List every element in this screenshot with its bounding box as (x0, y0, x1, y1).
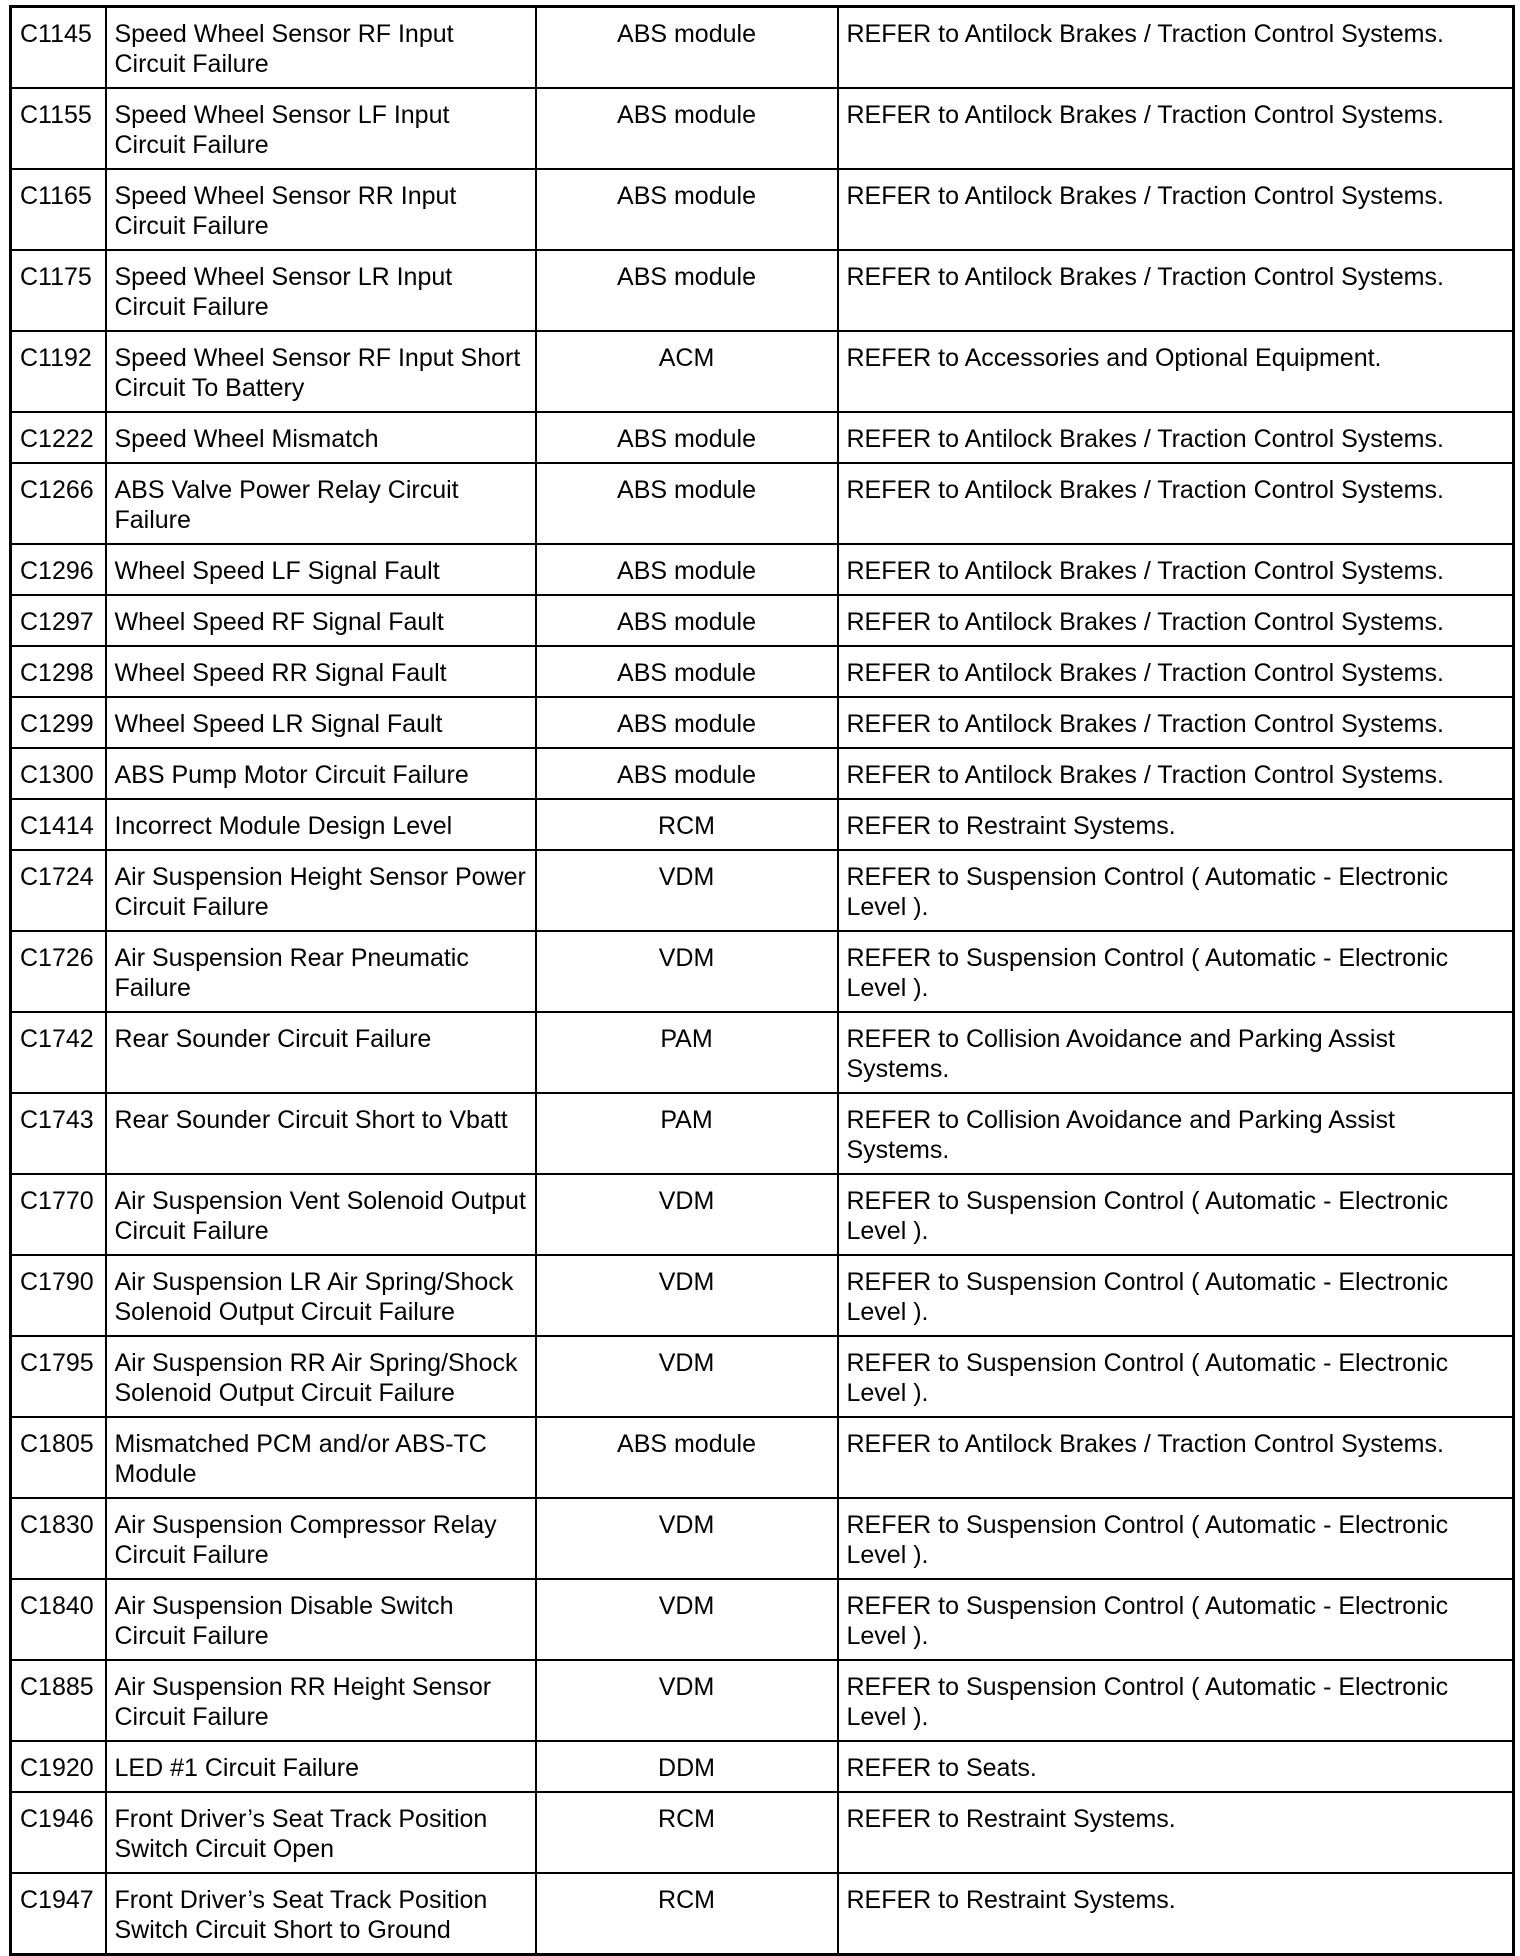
dtc-action: REFER to Suspension Control ( Automatic - Electronic Level ). (838, 1174, 1514, 1255)
dtc-action: REFER to Restraint Systems. (838, 1792, 1514, 1873)
dtc-description: Speed Wheel Sensor RF Input Short Circuit To Battery (106, 331, 536, 412)
dtc-code: C1297 (11, 595, 106, 646)
dtc-module: ABS module (536, 88, 838, 169)
dtc-module: DDM (536, 1741, 838, 1792)
dtc-action: REFER to Antilock Brakes / Traction Control Systems. (838, 1417, 1514, 1498)
dtc-action: REFER to Suspension Control ( Automatic - Electronic Level ). (838, 931, 1514, 1012)
dtc-code: C1946 (11, 1792, 106, 1873)
dtc-code: C1165 (11, 169, 106, 250)
dtc-module: RCM (536, 1792, 838, 1873)
dtc-action: REFER to Antilock Brakes / Traction Control Systems. (838, 7, 1514, 89)
dtc-action: REFER to Antilock Brakes / Traction Control Systems. (838, 463, 1514, 544)
dtc-action: REFER to Seats. (838, 1741, 1514, 1792)
dtc-code: C1790 (11, 1255, 106, 1336)
table-row (11, 88, 1514, 169)
dtc-code: C1222 (11, 412, 106, 463)
table-row (11, 799, 1514, 850)
dtc-description: Front Driver’s Seat Track Position Switch Circuit Short to Ground (106, 1873, 536, 1955)
dtc-action: REFER to Suspension Control ( Automatic - Electronic Level ). (838, 1660, 1514, 1741)
dtc-description: Speed Wheel Sensor LR Input Circuit Failure (106, 250, 536, 331)
dtc-module: VDM (536, 931, 838, 1012)
table-row (11, 544, 1514, 595)
dtc-action: REFER to Collision Avoidance and Parking Assist Systems. (838, 1093, 1514, 1174)
dtc-code: C1724 (11, 850, 106, 931)
table-row (11, 1660, 1514, 1741)
dtc-description: LED #1 Circuit Failure (106, 1741, 536, 1792)
dtc-module: PAM (536, 1012, 838, 1093)
dtc-description: Air Suspension Compressor Relay Circuit Failure (106, 1498, 536, 1579)
table-row (11, 1012, 1514, 1093)
table-row (11, 463, 1514, 544)
dtc-action: REFER to Restraint Systems. (838, 799, 1514, 850)
dtc-module: ABS module (536, 250, 838, 331)
dtc-description: Wheel Speed RF Signal Fault (106, 595, 536, 646)
dtc-description: Air Suspension LR Air Spring/Shock Solenoid Output Circuit Failure (106, 1255, 536, 1336)
dtc-code: C1743 (11, 1093, 106, 1174)
dtc-code: C1155 (11, 88, 106, 169)
table-row (11, 931, 1514, 1012)
dtc-module: VDM (536, 1255, 838, 1336)
dtc-code: C1840 (11, 1579, 106, 1660)
dtc-description: Air Suspension Height Sensor Power Circuit Failure (106, 850, 536, 931)
dtc-module: ABS module (536, 646, 838, 697)
dtc-action: REFER to Antilock Brakes / Traction Control Systems. (838, 697, 1514, 748)
dtc-action: REFER to Antilock Brakes / Traction Control Systems. (838, 595, 1514, 646)
table-row (11, 1792, 1514, 1873)
dtc-module: ABS module (536, 1417, 838, 1498)
dtc-action: REFER to Collision Avoidance and Parking Assist Systems. (838, 1012, 1514, 1093)
dtc-description: Air Suspension Rear Pneumatic Failure (106, 931, 536, 1012)
dtc-description: Air Suspension Vent Solenoid Output Circuit Failure (106, 1174, 536, 1255)
dtc-module: VDM (536, 1498, 838, 1579)
dtc-description: Air Suspension RR Height Sensor Circuit Failure (106, 1660, 536, 1741)
dtc-module: VDM (536, 1579, 838, 1660)
dtc-description: Air Suspension Disable Switch Circuit Failure (106, 1579, 536, 1660)
table-row (11, 1579, 1514, 1660)
dtc-description: ABS Valve Power Relay Circuit Failure (106, 463, 536, 544)
dtc-module: VDM (536, 1660, 838, 1741)
dtc-module: PAM (536, 1093, 838, 1174)
dtc-description: Speed Wheel Mismatch (106, 412, 536, 463)
dtc-code: C1414 (11, 799, 106, 850)
dtc-action: REFER to Suspension Control ( Automatic - Electronic Level ). (838, 1336, 1514, 1417)
dtc-description: Speed Wheel Sensor LF Input Circuit Failure (106, 88, 536, 169)
dtc-code: C1770 (11, 1174, 106, 1255)
dtc-action: REFER to Suspension Control ( Automatic - Electronic Level ). (838, 1579, 1514, 1660)
table-row (11, 7, 1514, 89)
dtc-module: RCM (536, 799, 838, 850)
dtc-code: C1726 (11, 931, 106, 1012)
table-row (11, 1093, 1514, 1174)
dtc-action: REFER to Antilock Brakes / Traction Control Systems. (838, 412, 1514, 463)
table-row (11, 1336, 1514, 1417)
table-row (11, 1741, 1514, 1792)
dtc-action: REFER to Suspension Control ( Automatic - Electronic Level ). (838, 1255, 1514, 1336)
dtc-code: C1795 (11, 1336, 106, 1417)
table-row (11, 1174, 1514, 1255)
dtc-code: C1266 (11, 463, 106, 544)
dtc-code: C1298 (11, 646, 106, 697)
table-row (11, 250, 1514, 331)
dtc-table (9, 5, 1515, 1956)
dtc-description: Rear Sounder Circuit Failure (106, 1012, 536, 1093)
dtc-action: REFER to Antilock Brakes / Traction Control Systems. (838, 646, 1514, 697)
table-row (11, 697, 1514, 748)
dtc-action: REFER to Antilock Brakes / Traction Control Systems. (838, 169, 1514, 250)
dtc-module: VDM (536, 850, 838, 931)
dtc-code: C1805 (11, 1417, 106, 1498)
dtc-code: C1830 (11, 1498, 106, 1579)
dtc-code: C1947 (11, 1873, 106, 1955)
dtc-code: C1192 (11, 331, 106, 412)
dtc-description: Speed Wheel Sensor RR Input Circuit Failure (106, 169, 536, 250)
dtc-description: Wheel Speed LR Signal Fault (106, 697, 536, 748)
dtc-code: C1300 (11, 748, 106, 799)
dtc-action: REFER to Antilock Brakes / Traction Control Systems. (838, 88, 1514, 169)
dtc-description: Rear Sounder Circuit Short to Vbatt (106, 1093, 536, 1174)
table-row (11, 331, 1514, 412)
dtc-action: REFER to Suspension Control ( Automatic - Electronic Level ). (838, 850, 1514, 931)
dtc-code: C1299 (11, 697, 106, 748)
dtc-module: ABS module (536, 544, 838, 595)
table-row (11, 646, 1514, 697)
table-row (11, 850, 1514, 931)
dtc-module: ABS module (536, 748, 838, 799)
dtc-module: ABS module (536, 169, 838, 250)
dtc-module: ABS module (536, 697, 838, 748)
table-row (11, 1873, 1514, 1955)
table-row (11, 1498, 1514, 1579)
dtc-action: REFER to Antilock Brakes / Traction Control Systems. (838, 748, 1514, 799)
table-row (11, 412, 1514, 463)
dtc-action: REFER to Accessories and Optional Equipment. (838, 331, 1514, 412)
dtc-description: Mismatched PCM and/or ABS-TC Module (106, 1417, 536, 1498)
dtc-code: C1885 (11, 1660, 106, 1741)
dtc-code: C1145 (11, 7, 106, 89)
dtc-module: ABS module (536, 412, 838, 463)
table-row (11, 1255, 1514, 1336)
dtc-action: REFER to Restraint Systems. (838, 1873, 1514, 1955)
table-row (11, 595, 1514, 646)
table-row (11, 1417, 1514, 1498)
dtc-module: ACM (536, 331, 838, 412)
dtc-module: ABS module (536, 463, 838, 544)
dtc-code: C1742 (11, 1012, 106, 1093)
table-row (11, 169, 1514, 250)
dtc-module: VDM (536, 1174, 838, 1255)
dtc-description: Front Driver’s Seat Track Position Switch Circuit Open (106, 1792, 536, 1873)
dtc-module: RCM (536, 1873, 838, 1955)
dtc-description: ABS Pump Motor Circuit Failure (106, 748, 536, 799)
dtc-module: VDM (536, 1336, 838, 1417)
dtc-module: ABS module (536, 7, 838, 89)
dtc-description: Wheel Speed LF Signal Fault (106, 544, 536, 595)
dtc-description: Incorrect Module Design Level (106, 799, 536, 850)
dtc-description: Wheel Speed RR Signal Fault (106, 646, 536, 697)
dtc-action: REFER to Suspension Control ( Automatic - Electronic Level ). (838, 1498, 1514, 1579)
dtc-description: Speed Wheel Sensor RF Input Circuit Failure (106, 7, 536, 89)
dtc-module: ABS module (536, 595, 838, 646)
dtc-code: C1296 (11, 544, 106, 595)
dtc-action: REFER to Antilock Brakes / Traction Control Systems. (838, 544, 1514, 595)
dtc-code: C1175 (11, 250, 106, 331)
dtc-description: Air Suspension RR Air Spring/Shock Solenoid Output Circuit Failure (106, 1336, 536, 1417)
dtc-action: REFER to Antilock Brakes / Traction Control Systems. (838, 250, 1514, 331)
table-row (11, 748, 1514, 799)
dtc-code: C1920 (11, 1741, 106, 1792)
